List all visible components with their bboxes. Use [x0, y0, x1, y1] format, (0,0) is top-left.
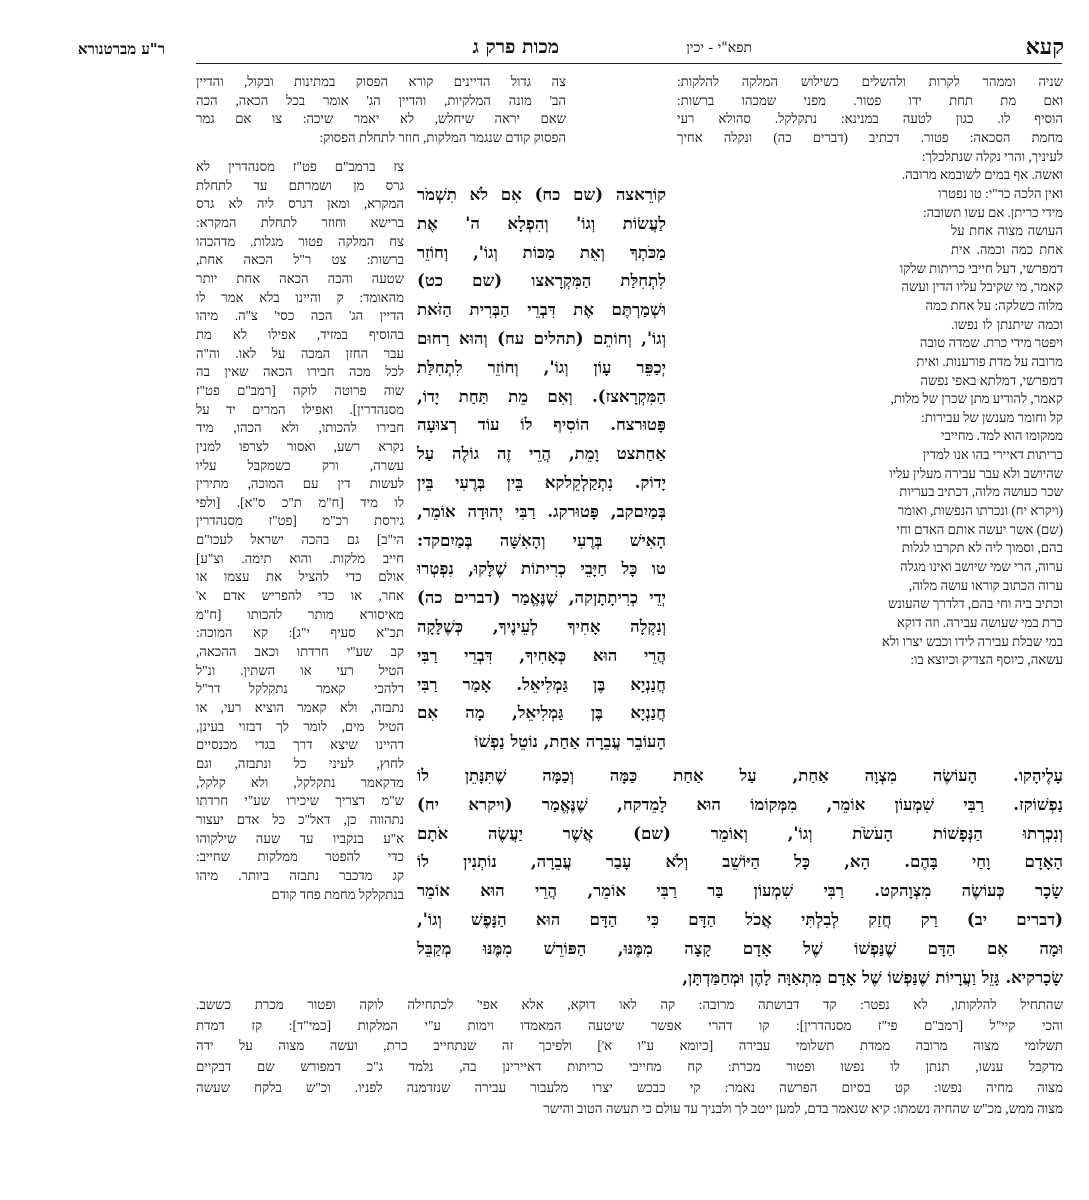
commentary-line: א"ע בנקביו עד שעה שילקוהו — [196, 830, 404, 846]
mishnah-line: הָאִישׁ בְּרֶעִי וְהָאִשָּׁה בְּמַיִםקד: — [417, 529, 666, 550]
commentary-line: ברשות: צט ר"ל הכאה אחת, — [196, 252, 404, 268]
commentary-line: חבירו להכותו, ולא הכהו, מיד — [196, 420, 404, 436]
commentary-line: צח המלקה פטור מגלות. מדהכהו — [196, 233, 404, 249]
commentary-line: קב שע"י חרדתו וכאב ההכאה, — [196, 644, 404, 660]
commentary-line: ברישא וחוזר לתחלת המקרא: — [196, 214, 404, 230]
mishnah-line: יָדוֹק. נִתְקַלְקֵלקא בֵּין בְּרֶעִי בֵּין — [417, 471, 666, 492]
commentary-line: מאיסורא מותר להכותו [ח"מ — [196, 606, 404, 622]
mishnah-line: יְדֵי כְרִיתָתָןקה, שֶׁנֶּאֱמַר (דברים כה) — [417, 587, 666, 608]
footnotes — [196, 995, 1063, 1125]
commentary-line: נתבזה, ולא קאמר הוציא רעי, או — [196, 700, 404, 716]
commentary-line: אולם כדי להציל את עצמו או — [196, 569, 404, 585]
mishnah-line: וְגוֹ', וְחוֹתֵם (תהלים עח) וְהוּא רַחוּם — [417, 327, 666, 348]
mishnah-line: לַעֲשׂוֹת וְגוֹ' וְהִפְלָא ה' אֶת — [417, 212, 666, 233]
bartenura-line: ואם מת תחת ידו פטור. מפני שמכהו ברשות: — [677, 92, 1063, 108]
bartenura-line: קל וחומר מענשן של עבירות: — [921, 409, 1063, 425]
commentary-line: כדי להפטר ממלקות שחייב: — [196, 849, 404, 865]
bartenura-line: מידי כריתן. אם עשו תשובה: — [922, 204, 1063, 220]
commentary-line: שוה פרוטה לוקה [רמב"ם פט"ז — [196, 382, 404, 398]
mishnah-wide — [417, 761, 1063, 993]
bartenura-line: וכתיב ביה וחי בהם, דלדרך שהעונש — [888, 596, 1063, 612]
commentary-line: לעשות דין עם המוכה, מתירין — [196, 476, 404, 492]
bartenura-line: העושה מצוה אחת על — [951, 223, 1063, 239]
bartenura-line: דמפרשי, דמלתא באפי נפשה — [920, 372, 1063, 388]
commentary-line: הב' מונה המלקיות, והדיין הג' אומר בכל הכאה, הכה — [196, 92, 566, 108]
bartenura-line: ויפטר מידי כרת. שמדה טובה — [919, 335, 1063, 351]
commentary-line: צז ברמב"ם פט"ז מסנהדרין לא — [196, 159, 404, 174]
commentary-line: קג מדכבר נתבזה ביותר. מיהו — [196, 867, 404, 883]
bartenura-line: קאמר, מי שקיבל עליו הדין ועשה — [901, 279, 1063, 295]
commentary-intro — [196, 73, 566, 149]
bartenura-line: שניה וממהר לקרות ולהשלים כשילוש המלקה להלקות: — [677, 74, 1063, 89]
mishnah-line: קוֹרֵאצה (שם כח) אִם לֹא תִשְׁמֹר — [417, 184, 666, 204]
bartenura-line: ואשה. אף במים לשובמא מרובה. — [901, 167, 1063, 183]
commentator-header: ר"ע מברטנורא — [77, 40, 165, 58]
mishnah-line: אַחַתצט וָמֵת, הֲרֵי זֶה גוֹלֶה עַל — [417, 443, 666, 464]
mishnah-line: נַפְשׁוֹקז. רַבִּי שִׁמְעוֹן אוֹמֵר, מִמְּקוֹמוֹ הוּא לָמֵדקח, שֶׁנֶּאֱמַר (ויקרא יח) — [417, 793, 1063, 814]
bartenura-line: מלוה כשלקה: על אחת כמה — [925, 297, 1063, 313]
commentary-line: בהוסיף במזיד, אפילו לא מת — [196, 326, 404, 342]
header-rule — [196, 63, 1062, 64]
commentary-line: הי"ב] גם בהכה ישראל לעכו"ם — [196, 532, 404, 548]
commentary-line: לכל מכה חבירו הכאה שאין בה — [196, 364, 404, 380]
bartenura-line: שהיושב ולא עבר עבירה מעלין עליו — [889, 465, 1063, 481]
footnote-line: והכי קיי"ל [רמב"ם פי"ז מסנהדרין]: קו דהרי אפשר שיטעה המאמדו וימות ע"י המלקות [כמי"ד]: קז דמדת — [196, 1017, 1063, 1033]
footnote-line: שהתחיל להלקותו, לא נפטר: קד דבושתה מרובה: קה לאו דוקא, אלא אפי' לכתחילה לוקה ופטור מכרת כששב. — [196, 997, 1063, 1012]
bartenura-line: ממקומו הוא למד. מחייבי — [941, 428, 1063, 444]
bartenura-line: קאמר, להודיע מתן שכרן של מלות, — [890, 391, 1063, 407]
mishnah-line: שָׂכָר כְּעוֹשֶׂה מִצְוָהקט. רַבִּי שִׁמְעוֹן בַּר רַבִּי אוֹמֵר, הֲרֵי הוּא אוֹמֵר — [417, 880, 1063, 901]
commentary-line: המקרא, ומאן דגרס ליה לא גרס — [196, 196, 404, 212]
commentary-line: עבר החזן המכה על לאו. וה"ה — [196, 345, 404, 361]
commentary-line: חייב מלקות. והוא תימה. וצ"ע] — [196, 550, 404, 566]
bartenura-line: (ויקרא יח) ונכרתו הנפשות, ואומר — [897, 503, 1063, 519]
footnote-line: תשלומי מצוה מרובה ממדת תשלומי עבירה [כיומא ע"ו א'] ולפיכך זה שנתחייב כרת, ועשה מצוה על ידה — [196, 1038, 1063, 1054]
mishnah-line: שָׂכָרקיא. גָּזֵל וַעֲרָיוֹת שֶׁנַּפְשׁוֹ שֶׁל אָדָם מִתְאַוָּה לָהֶן וּמְחַמַּדְתָּן, — [682, 966, 1063, 987]
bartenura-line: וכמה שיתנתן לו נפשו. — [951, 316, 1063, 332]
footnote-line: מצוה ממש, מכ"ש שהחיה נשמתו: קיא שנאמר בדם, למען ייטב לך ולבניך עד עולם כי תעשה הטוב והישר — [543, 1100, 1063, 1116]
commentary-line: הטיל מים, לומר לך דבזוי בעינן, — [196, 718, 404, 734]
mishnah-line: יְכַפֵּר עָוֹן וְגוֹ', וְחוֹזֵר לִתְחִלַּת — [417, 356, 666, 377]
mishnah-line: וְנִקְלָה אָחִיךָ לְעֵינֶיךָ, כְּשֶׁלָּקָה — [417, 615, 666, 636]
mishnah-line: עָלֶיהָקו. הָעוֹשֶׂה מִצְוָה אַחַת, עַל אַחַת כַּמָּה וְכַמָּה שֶׁתִּנָּתֵן לוֹ — [417, 765, 1063, 785]
bartenura-line: ואין הלכה כר"י: טו נפטרו — [938, 185, 1063, 201]
commentary-line: הדיין הג' הכה כסי' צ"ה. מיהו — [196, 308, 404, 324]
mishnah-line: וּמָה אִם הַדָּם שֶׁנַּפְשׁוֹ שֶׁל אָדָם קָצָה מִמֶּנּוּ, הַפּוֹרֵשׁ מִמֶּנּוּ מְקַבֵּל — [417, 937, 1063, 958]
mishnah-line: בְּמַיִםקב, פָּטוּרקג. רַבִּי יְהוּדָה אוֹמֵר, — [417, 500, 666, 521]
bartenura-line: ערוה, הרי שמי שיושב ואינו מגלה — [899, 559, 1063, 575]
commentary-line: מדקאמר נתקלקל, ולא קלקל, — [196, 774, 404, 790]
bartenura-line: כרת במי שעושה עבירה. וזה דוקא — [896, 615, 1063, 631]
mishnah-line: מַכֹּתְךָ וְאֵת מַכּוֹת וְגוֹ', וְחוֹזֵר — [417, 241, 666, 262]
commentary-line: נתהווה כן, דאל"כ כל אדם יעצור — [196, 811, 404, 827]
mishnah-line: חֲנַנְיָא בֶּן גַּמְלִיאֵל. אָמַר רַבִּי — [417, 673, 666, 694]
footnote-line: מדקבל ענשו, תנתן לו נפשו ופטור מכרת: קח מחייבי כריתות דאיירינן בה, נלמד ג"כ דמפורש שם דבקיים — [196, 1059, 1063, 1075]
page-number: קעא — [1025, 34, 1064, 60]
bartenura-line: לעיניך, והרי נקלה שנתלכלך: — [921, 148, 1063, 164]
mishnah-line: הָעוֹבֵר עֲבֵרָה אַחַת, נוֹטֵל נַפְשׁוֹ — [474, 731, 666, 752]
mishnah-line: (דברים יב) רַק חֲזַק לְבִלְתִּי אֲכֹל הַדָּם כִּי הַדָּם הוּא הַנָּפֶשׁ וְגוֹ', — [417, 908, 1063, 929]
commentary-line: תכ"א סעיף י"ג]: קא המוכה: — [196, 625, 404, 641]
mishnah-line: הֲרֵי הוּא כְּאָחִיךָ, דִּבְרֵי רַבִּי — [417, 644, 666, 665]
bartenura-line: עשאה, כיוסף הצדיק וכיוצא בו: — [910, 652, 1063, 668]
commentary-line: גירסת רכ"מ [פט"ז מסנהדרין — [196, 513, 404, 529]
mishnah-line: הַמִּקְרָאצז). וְאִם מֵת תַּחַת יָדוֹ, — [417, 385, 666, 406]
bartenura-line: כריתות דאיירי בהו אנו למדין — [922, 447, 1063, 463]
bartenura-line: שכר כעושה מלוה, דכתיב בעריות — [899, 484, 1063, 500]
mishnah-line: וּשְׁמַרְתֶּם אֶת דִּבְרֵי הַבְּרִית הַזֹּאת — [417, 299, 666, 320]
bartenura-line: הוסיף לו. כגון לטעה במנינא: נתקלקל. סהולא רעי — [677, 111, 1063, 127]
bartenura-line: (שם) אשר יעשה אותם האדם וחי — [896, 521, 1063, 537]
commentary-line: שאם יראה שיחלש, לא יאמר שיכה: צו אם גמר — [196, 111, 566, 127]
commentary-line: הפסוק קודם שנגמר המלקות, חוזר לתחלת הפסוק: — [319, 129, 566, 145]
header-date-note: תפא"י - יכין — [686, 40, 752, 56]
mishnah-line: טו כָּל חַיָּבֵי כְרִיתוֹת שֶׁלָּקוּ, נִפְטְרוּ — [417, 558, 666, 579]
commentary-line: מסנהדרין]. ואפילו המרים יד על — [196, 401, 404, 417]
commentary-line: דלהכי קאמר נתקלקל דר"ל — [196, 681, 404, 697]
mishnah-narrow — [417, 180, 666, 760]
commentary-line: נקרא רשע, ואסור לצרפו למנין — [196, 438, 404, 454]
bartenura-line: דמפרשי, דעל חייבי כריתות שלקו — [899, 260, 1063, 276]
bartenura-line: בהם, וסמוך ליה לא תקרבו לגלות — [901, 540, 1063, 556]
tractate-title: מכות פרק ג — [472, 36, 559, 58]
commentary-column — [196, 158, 404, 910]
commentary-line: בנתקלקל מחמת פחד קודם — [271, 886, 404, 902]
bartenura-line: במי שבלת עבירה לידו וכבש יצרו ולא — [881, 633, 1063, 649]
commentary-line: לחוץ, לעיני כל ונתבזה, וגם — [196, 756, 404, 771]
mishnah-line: וְנִכְרְתוּ הַנְּפָשׁוֹת הָעֹשֹׂת וְגוֹ', וְאוֹמֵר (שם) אֲשֶׁר יַעֲשֶׂה אֹתָם — [417, 822, 1063, 843]
commentary-line: מהאומד: ק והיינו בלא אמר לו — [196, 289, 404, 305]
commentary-line: לו מיד [ח"מ ת"כ ס"א]. [ולפי — [196, 494, 404, 510]
commentary-line: עשרה, ורק כשמקבל עליו — [196, 457, 404, 473]
commentary-line: דהיינו שיצא דרך בגדי מכנסיים — [196, 737, 404, 753]
mishnah-line: הָאָדָם וָחַי בָּהֶם. הָא, כָּל הַיּוֹשֵׁב וְלֹא עָבַר עֲבֵרָה, נוֹתְנִין לוֹ — [417, 851, 1063, 872]
mishnah-line: פָּטוּרצח. הוֹסִיף לוֹ עוֹד רְצוּעָה — [417, 414, 666, 435]
bartenura-line: ערוה הכתוב קוראו עושה מלוה, — [908, 577, 1063, 593]
bartenura-line: מרובה על מדת פורענות. ואית — [916, 353, 1063, 369]
commentary-line: שטעה והכה הכאה אחת יותר — [196, 270, 404, 286]
mishnah-line: חֲנַנְיָא בֶּן גַּמְלִיאֵל, מָה אִם — [417, 702, 666, 723]
bartenura-commentary — [677, 73, 1063, 673]
commentary-line: צה גדול הדיינים קורא הפסוק במתינות ובקול, והדיין — [196, 74, 566, 89]
commentary-line: גרס מן ושמרתם עד לתחלת — [196, 177, 404, 193]
commentary-line: הטיל רעי או השתין. ונ"ל — [196, 662, 404, 678]
bartenura-line: מחמת הסכאה: פטור. דכתיב (דברים כה) ונקלה אחיך — [677, 129, 1063, 145]
bartenura-line: אחת כמה וכמה. אית — [951, 241, 1063, 257]
footnote-line: מצוה מחיה נפשו: קט בסיום הפרשה נאמר: קי כבכש יצרו מלעבור עבירה שנזדמנה לפניו. וכ"ש בלקח שעשה — [196, 1079, 1063, 1095]
mishnah-line: לִתְחִלַּת הַמִּקְרָאצו (שם כט) — [417, 270, 666, 291]
commentary-line: ש"מ דצריך שיכירו שע"י חרדתו — [196, 793, 404, 809]
commentary-line: אחר, או כדי להפריש אדם א' — [196, 588, 404, 604]
